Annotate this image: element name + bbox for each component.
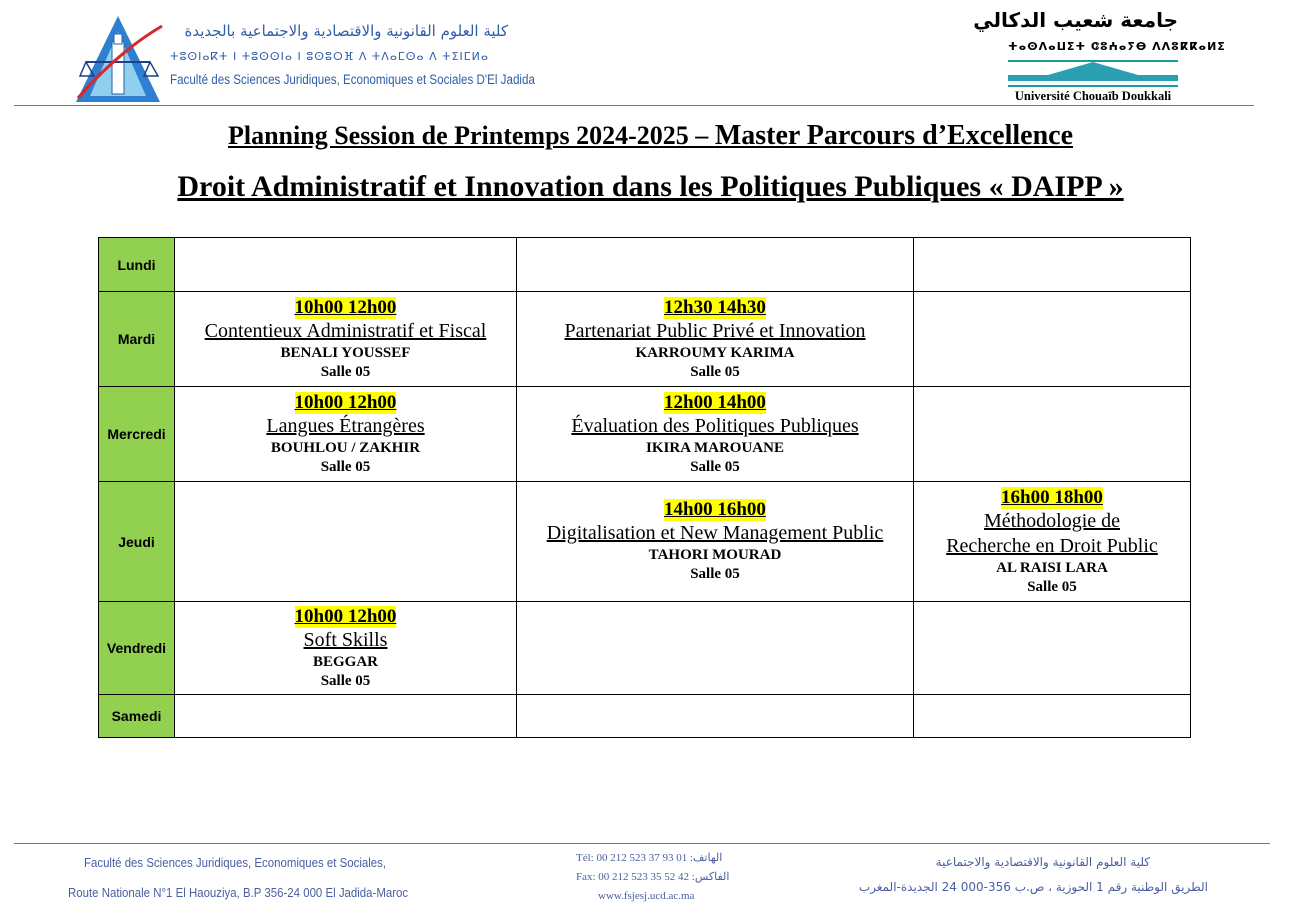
session-time: 14h00 16h00 [664, 499, 766, 520]
page-title [0, 120, 1301, 152]
footer-phone: Tél: 00 212 523 37 93 01 :الهاتف [576, 852, 723, 864]
header-divider [14, 105, 1254, 106]
faculty-name-tifinagh: ⵜⵓⵙⵏⴰⴽⵜ ⵏ ⵜⵓⵙⵙⵏⴰ ⵏ ⵓⵙⵓⵔⴼ ⴷ ⵜⴷⴰⵎⵙⴰ ⴷ ⵜⵉⵏⵎⵍⴰ [170, 50, 489, 63]
schedule-table [98, 237, 1191, 738]
university-name-french: Université Chouaïb Doukkali [1014, 89, 1172, 103]
day-label: Jeudi [99, 482, 175, 602]
footer-divider [14, 843, 1270, 844]
faculty-name-arabic: كلية العلوم القانونية والاقتصادية والاجتماعية بالجديدة [184, 22, 508, 40]
course-title: Évaluation des Politiques Publiques [571, 414, 859, 437]
room-label: Salle 05 [320, 672, 371, 689]
course-title: Méthodologie de Recherche en Droit Public [946, 509, 1158, 557]
day-label: Mardi [99, 292, 175, 387]
session-cell [175, 602, 517, 695]
course-title: Langues Étrangères [266, 414, 425, 437]
table-row [99, 695, 1191, 738]
faculty-name-french: Faculté des Sciences Juridiques, Economiques et Sociales D'El Jadida [170, 72, 535, 87]
session-time: 10h00 12h00 [294, 605, 397, 627]
footer-faculty-name: Faculté des Sciences Juridiques, Economiques et Sociales, [84, 855, 387, 870]
day-label: Mercredi [99, 387, 175, 482]
empty-cell [517, 602, 914, 695]
title-master: Master Parcours d’Excellence [714, 120, 1074, 151]
session-time: 12h00 14h00 [664, 391, 766, 413]
footer-address: Route Nationale N°1 El Haouziya, B.P 356-24 000 El Jadida-Maroc [68, 885, 409, 900]
room-label: Salle 05 [320, 363, 371, 380]
page-subtitle: Droit Administratif et Innovation dans les Politiques Publiques « DAIPP » [177, 170, 1124, 203]
professor-name: BEGGAR [312, 653, 378, 670]
title-session: Planning Session de Printemps 2024-2025 – [227, 121, 715, 150]
empty-cell [914, 695, 1191, 738]
professor-name: AL RAISI LARA [996, 559, 1108, 576]
session-cell [517, 292, 914, 387]
room-label: Salle 05 [690, 363, 740, 380]
room-label: Salle 05 [690, 566, 740, 582]
room-label: Salle 05 [1027, 578, 1077, 595]
table-row [99, 238, 1191, 292]
table-row [99, 602, 1191, 695]
empty-cell [175, 482, 517, 602]
session-time: 12h30 14h30 [664, 296, 766, 318]
professor-name: TAHORI MOURAD [648, 547, 782, 563]
empty-cell [914, 292, 1191, 387]
session-cell [175, 387, 517, 482]
professor-name: BOUHLOU / ZAKHIR [270, 439, 421, 456]
professor-name: KARROUMY KARIMA [635, 344, 795, 361]
session-cell [175, 292, 517, 387]
empty-cell [517, 238, 914, 292]
day-label: Lundi [99, 238, 175, 292]
day-label: Samedi [99, 695, 175, 738]
empty-cell [914, 387, 1191, 482]
empty-cell [914, 602, 1191, 695]
course-title: Digitalisation et New Management Public [546, 522, 884, 544]
room-label: Salle 05 [320, 458, 371, 475]
professor-name: BENALI YOUSSEF [280, 344, 411, 361]
room-label: Salle 05 [690, 458, 740, 475]
university-name-tifinagh: ⵜⴰⵙⴷⴰⵡⵉⵜ ⵛⵓⵄⴰⵢⴱ ⴷⴷⵓⴽⴽⴰⵍⵉ [1008, 40, 1226, 53]
session-cell [914, 482, 1191, 602]
footer-address-arabic: الطريق الوطنية رقم 1 الحوزية ، ص.ب 356-000 24 الجديدة-المغرب [858, 880, 1208, 894]
footer-website: www.fsjesj.ucd.ac.ma [598, 890, 695, 902]
day-label: Vendredi [99, 602, 175, 695]
session-time: 16h00 18h00 [1001, 486, 1103, 508]
empty-cell [517, 695, 914, 738]
session-time: 10h00 12h00 [294, 296, 397, 318]
professor-name: IKIRA MAROUANE [646, 439, 784, 456]
university-name-arabic: جامعة شعيب الدكالي [973, 8, 1178, 32]
page-header [0, 0, 1301, 108]
course-title: Soft Skills [303, 628, 388, 651]
session-cell [517, 482, 914, 602]
university-logo-icon [1008, 58, 1178, 88]
table-row [99, 387, 1191, 482]
course-title: Contentieux Administratif et Fiscal [204, 319, 487, 342]
table-row [99, 482, 1191, 602]
session-cell [517, 387, 914, 482]
footer-faculty-name-arabic: كلية العلوم القانونية والاقتصادية والاجتماعية [935, 855, 1150, 869]
empty-cell [175, 238, 517, 292]
faculty-logo-icon [72, 12, 164, 104]
table-row [99, 292, 1191, 387]
footer-fax: Fax: 00 212 523 35 52 42 :الفاكس [576, 871, 730, 883]
course-title: Partenariat Public Privé et Innovation [564, 319, 866, 342]
empty-cell [175, 695, 517, 738]
empty-cell [914, 238, 1191, 292]
session-time: 10h00 12h00 [294, 391, 397, 413]
